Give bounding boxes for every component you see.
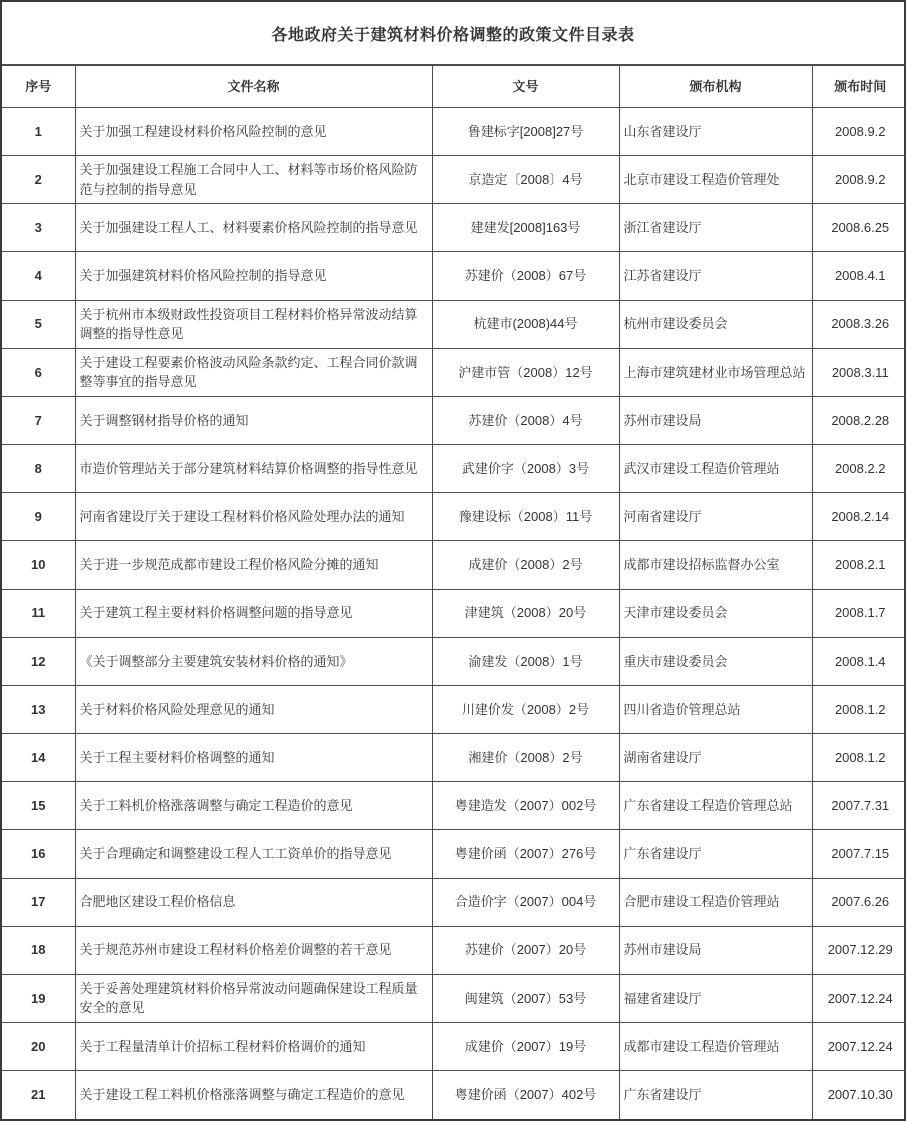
table-row [2,300,906,348]
publish-date-cell: 2007.12.24 [812,974,906,1022]
row-number-cell: 17 [2,878,75,926]
header-doc-number: 文号 [432,66,619,108]
row-number-cell: 6 [2,348,75,396]
agency-cell: 浙江省建设厅 [619,204,812,252]
table-row [2,445,906,493]
doc-name-cell: 关于杭州市本级财政性投资项目工程材料价格异常波动结算调整的指导性意见 [75,300,432,348]
row-number-cell: 20 [2,1022,75,1070]
agency-cell: 天津市建设委员会 [619,589,812,637]
doc-number-cell: 杭建市(2008)44号 [432,300,619,348]
header-doc-name: 文件名称 [75,66,432,108]
table-row [2,637,906,685]
doc-number-cell: 合造价字（2007）004号 [432,878,619,926]
doc-name-cell: 关于规范苏州市建设工程材料价格差价调整的若干意见 [75,926,432,974]
row-number-cell: 2 [2,156,75,204]
agency-cell: 成都市建设工程造价管理站 [619,1022,812,1070]
doc-name-cell: 关于调整钢材指导价格的通知 [75,396,432,444]
doc-name-cell: 关于工料机价格涨落调整与确定工程造价的意见 [75,782,432,830]
row-number-cell: 1 [2,108,75,156]
doc-name-cell: 关于建设工程工料机价格涨落调整与确定工程造价的意见 [75,1071,432,1119]
table-row [2,974,906,1022]
agency-cell: 广东省建设厅 [619,1071,812,1119]
publish-date-cell: 2008.2.14 [812,493,906,541]
agency-cell: 四川省造价管理总站 [619,685,812,733]
doc-number-cell: 鲁建标字[2008]27号 [432,108,619,156]
row-number-cell: 14 [2,734,75,782]
publish-date-cell: 2008.6.25 [812,204,906,252]
doc-name-cell: 合肥地区建设工程价格信息 [75,878,432,926]
row-number-cell: 13 [2,685,75,733]
table-row [2,1071,906,1119]
agency-cell: 成都市建设招标监督办公室 [619,541,812,589]
table-row [2,685,906,733]
row-number-cell: 7 [2,396,75,444]
table-row [2,156,906,204]
agency-cell: 江苏省建设厅 [619,252,812,300]
publish-date-cell: 2008.3.26 [812,300,906,348]
table-row [2,348,906,396]
doc-number-cell: 成建价（2007）19号 [432,1022,619,1070]
doc-name-cell: 河南省建设厅关于建设工程材料价格风险处理办法的通知 [75,493,432,541]
doc-name-cell: 关于材料价格风险处理意见的通知 [75,685,432,733]
table-body [2,108,906,1120]
agency-cell: 上海市建筑建材业市场管理总站 [619,348,812,396]
doc-number-cell: 苏建价（2007）20号 [432,926,619,974]
table-row [2,878,906,926]
table-row [2,830,906,878]
doc-number-cell: 建建发[2008]163号 [432,204,619,252]
table-row [2,108,906,156]
publish-date-cell: 2008.1.7 [812,589,906,637]
doc-number-cell: 津建筑（2008）20号 [432,589,619,637]
agency-cell: 杭州市建设委员会 [619,300,812,348]
doc-number-cell: 粤建造发（2007）002号 [432,782,619,830]
doc-number-cell: 苏建价（2008）67号 [432,252,619,300]
row-number-cell: 19 [2,974,75,1022]
publish-date-cell: 2008.1.4 [812,637,906,685]
doc-name-cell: 关于加强建筑材料价格风险控制的指导意见 [75,252,432,300]
agency-cell: 武汉市建设工程造价管理站 [619,445,812,493]
publish-date-cell: 2008.4.1 [812,252,906,300]
row-number-cell: 9 [2,493,75,541]
row-number-cell: 10 [2,541,75,589]
row-number-cell: 8 [2,445,75,493]
agency-cell: 福建省建设厅 [619,974,812,1022]
publish-date-cell: 2008.3.11 [812,348,906,396]
doc-number-cell: 武建价字（2008）3号 [432,445,619,493]
table-row [2,541,906,589]
publish-date-cell: 2007.12.24 [812,1022,906,1070]
agency-cell: 河南省建设厅 [619,493,812,541]
table-row [2,1022,906,1070]
table-row [2,493,906,541]
table-row [2,252,906,300]
doc-number-cell: 闽建筑（2007）53号 [432,974,619,1022]
agency-cell: 重庆市建设委员会 [619,637,812,685]
table-row [2,926,906,974]
doc-number-cell: 苏建价（2008）4号 [432,396,619,444]
doc-name-cell: 关于工程量清单计价招标工程材料价格调价的通知 [75,1022,432,1070]
agency-cell: 苏州市建设局 [619,926,812,974]
agency-cell: 山东省建设厅 [619,108,812,156]
agency-cell: 北京市建设工程造价管理处 [619,156,812,204]
header-row-number: 序号 [2,66,75,108]
policy-document-table [2,65,906,1119]
row-number-cell: 3 [2,204,75,252]
row-number-cell: 5 [2,300,75,348]
doc-number-cell: 京造定〔2008〕4号 [432,156,619,204]
doc-name-cell: 关于加强工程建设材料价格风险控制的意见 [75,108,432,156]
agency-cell: 湖南省建设厅 [619,734,812,782]
publish-date-cell: 2008.1.2 [812,685,906,733]
agency-cell: 广东省建设工程造价管理总站 [619,782,812,830]
table-header-row [2,66,906,108]
doc-name-cell: 关于建设工程要素价格波动风险条款约定、工程合同价款调整等事宜的指导意见 [75,348,432,396]
publish-date-cell: 2008.9.2 [812,108,906,156]
doc-name-cell: 关于建筑工程主要材料价格调整问题的指导意见 [75,589,432,637]
row-number-cell: 4 [2,252,75,300]
publish-date-cell: 2007.10.30 [812,1071,906,1119]
table-row [2,589,906,637]
row-number-cell: 16 [2,830,75,878]
doc-name-cell: 关于加强建设工程人工、材料要素价格风险控制的指导意见 [75,204,432,252]
agency-cell: 合肥市建设工程造价管理站 [619,878,812,926]
publish-date-cell: 2008.2.28 [812,396,906,444]
publish-date-cell: 2008.2.1 [812,541,906,589]
row-number-cell: 12 [2,637,75,685]
agency-cell: 广东省建设厅 [619,830,812,878]
publish-date-cell: 2007.12.29 [812,926,906,974]
doc-number-cell: 成建价（2008）2号 [432,541,619,589]
table-row [2,782,906,830]
title-bar [2,2,904,65]
table-row [2,204,906,252]
page-title: 各地政府关于建筑材料价格调整的政策文件目录表 [271,26,635,44]
publish-date-cell: 2007.7.31 [812,782,906,830]
row-number-cell: 18 [2,926,75,974]
publish-date-cell: 2007.7.15 [812,830,906,878]
doc-number-cell: 粤建价函（2007）402号 [432,1071,619,1119]
doc-number-cell: 粤建价函（2007）276号 [432,830,619,878]
doc-name-cell: 关于合理确定和调整建设工程人工工资单价的指导意见 [75,830,432,878]
doc-name-cell: 《关于调整部分主要建筑安装材料价格的通知》 [75,637,432,685]
doc-number-cell: 豫建设标（2008）11号 [432,493,619,541]
row-number-cell: 15 [2,782,75,830]
doc-name-cell: 关于加强建设工程施工合同中人工、材料等市场价格风险防范与控制的指导意见 [75,156,432,204]
header-publish-date: 颁布时间 [812,66,906,108]
doc-number-cell: 湘建价（2008）2号 [432,734,619,782]
row-number-cell: 21 [2,1071,75,1119]
table-row [2,396,906,444]
doc-number-cell: 沪建市管（2008）12号 [432,348,619,396]
publish-date-cell: 2008.1.2 [812,734,906,782]
doc-number-cell: 川建价发（2008）2号 [432,685,619,733]
publish-date-cell: 2008.9.2 [812,156,906,204]
doc-name-cell: 关于妥善处理建筑材料价格异常波动问题确保建设工程质量安全的意见 [75,974,432,1022]
row-number-cell: 11 [2,589,75,637]
publish-date-cell: 2007.6.26 [812,878,906,926]
publish-date-cell: 2008.2.2 [812,445,906,493]
doc-number-cell: 渝建发（2008）1号 [432,637,619,685]
table-row [2,734,906,782]
doc-name-cell: 关于工程主要材料价格调整的通知 [75,734,432,782]
agency-cell: 苏州市建设局 [619,396,812,444]
doc-name-cell: 关于进一步规范成都市建设工程价格风险分摊的通知 [75,541,432,589]
doc-name-cell: 市造价管理站关于部分建筑材料结算价格调整的指导性意见 [75,445,432,493]
header-agency: 颁布机构 [619,66,812,108]
